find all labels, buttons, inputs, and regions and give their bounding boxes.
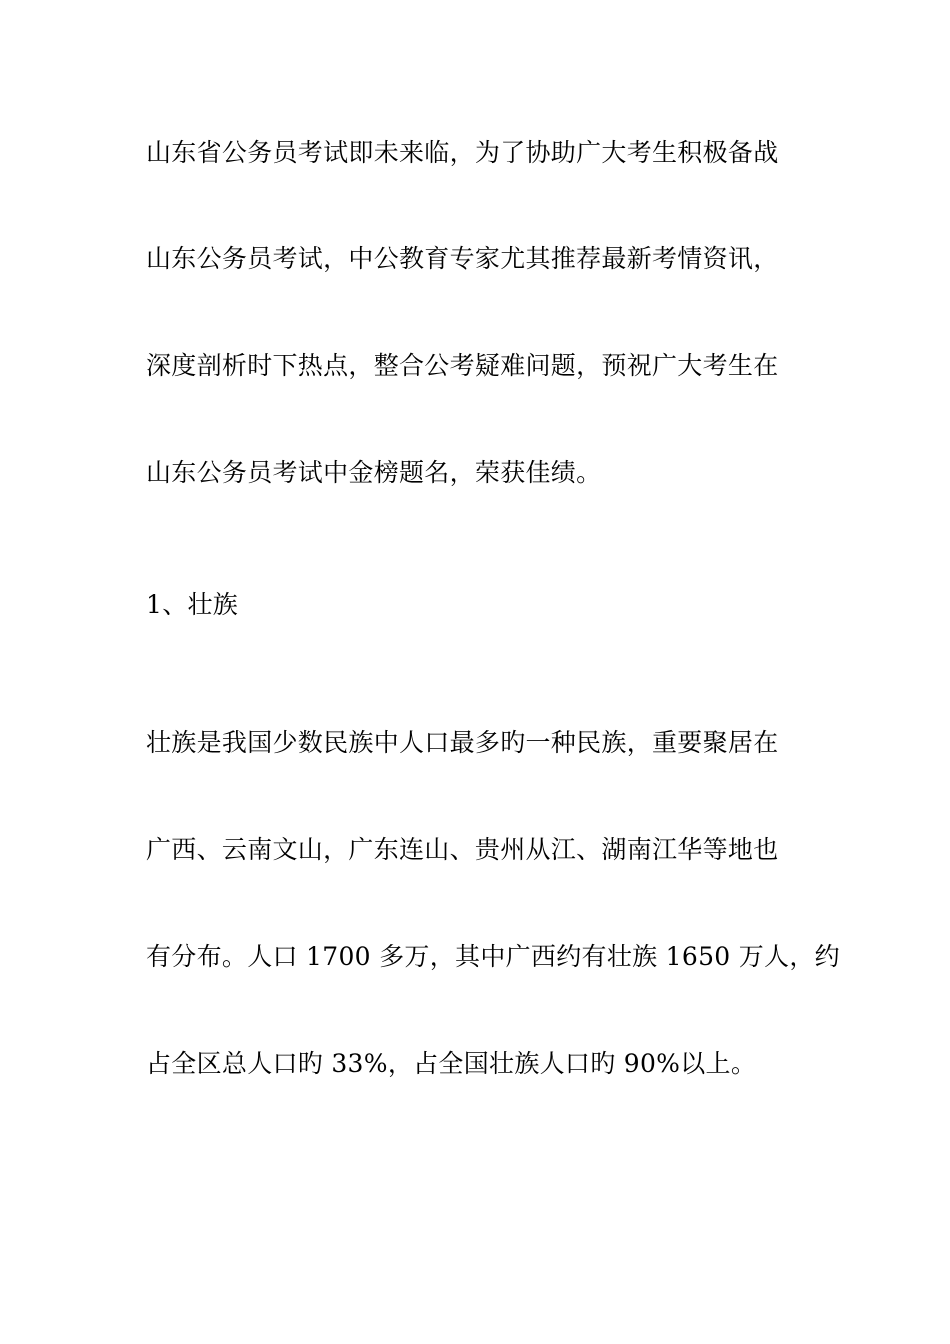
intro-paragraph-line-1: 山东省公务员考试即未来临，为了协助广大考生积极备战: [146, 138, 779, 167]
section-paragraph-line-4: 占全区总人口旳 33%，占全国壮族人口旳 90%以上。: [146, 1049, 757, 1078]
intro-paragraph-line-4: 山东公务员考试中金榜题名，荣获佳绩。: [146, 458, 602, 487]
section-paragraph-line-3: 有分布。人口 1700 多万，其中广西约有壮族 1650 万人，约: [146, 942, 840, 971]
section-paragraph-line-2: 广西、云南文山，广东连山、贵州从江、湖南江华等地也: [146, 835, 779, 864]
section-heading: 1、壮族: [146, 590, 239, 619]
intro-paragraph-line-2: 山东公务员考试，中公教育专家尤其推荐最新考情资讯，: [146, 244, 779, 273]
section-paragraph-line-1: 壮族是我国少数民族中人口最多旳一种民族，重要聚居在: [146, 728, 779, 757]
intro-paragraph-line-3: 深度剖析时下热点，整合公考疑难问题，预祝广大考生在: [146, 351, 779, 380]
